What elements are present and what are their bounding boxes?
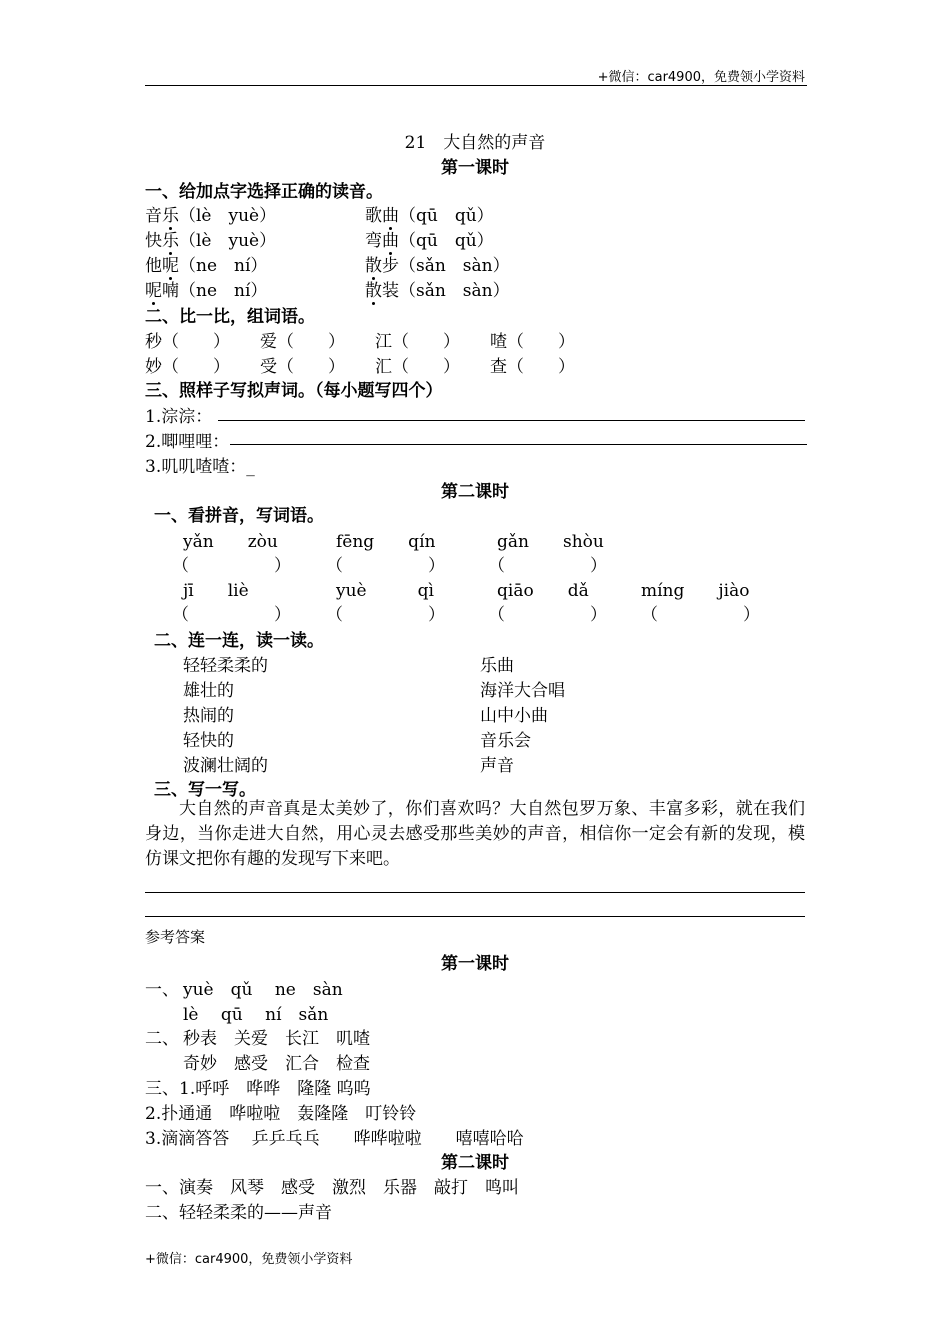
q1-item-right: 歌曲（qū qǔ） — [365, 201, 494, 226]
q3-item-label: 1.淙淙： — [145, 407, 213, 427]
dotted-char: 散 — [365, 276, 382, 301]
q1-item-left: 快乐（lè yuè） — [145, 226, 276, 251]
dotted-char: 散 — [365, 251, 382, 276]
dotted-char: 乐 — [162, 226, 179, 251]
answer-prefix: 一、 — [145, 980, 179, 1000]
lesson2-heading: 第二课时 — [441, 482, 509, 502]
match-right-item[interactable]: 声音 — [480, 756, 514, 776]
dotted-char: 呢 — [162, 251, 179, 276]
answer-paren[interactable]: （ ） — [641, 605, 760, 625]
l1-q3-title: 三、照样子写拟声词。（每小题写四个） — [145, 381, 443, 401]
match-right-item[interactable]: 山中小曲 — [480, 706, 548, 726]
l1-q1-title: 一、给加点字选择正确的读音。 — [145, 182, 383, 202]
answer-paren[interactable]: （ ） — [488, 605, 607, 625]
answers-label: 参考答案 — [145, 928, 206, 946]
q2-cell: 汇（ ） — [375, 357, 460, 377]
dotted-char: 乐 — [162, 201, 179, 226]
match-left-item[interactable]: 雄壮的 — [183, 681, 234, 701]
q2-cell: 爱（ ） — [260, 332, 345, 352]
answer-line-text: 3.滴滴答答 乒乒乓乓 哗哗啦啦 嘻嘻哈哈 — [145, 1129, 524, 1149]
header-rule — [145, 85, 807, 86]
lesson1-heading: 第一课时 — [441, 158, 509, 178]
match-right-item[interactable]: 海洋大合唱 — [480, 681, 565, 701]
q2-cell: 秒（ ） — [145, 332, 230, 352]
q3-item-label: 2.唧哩哩： — [145, 432, 230, 452]
pinyin: jī liè — [183, 581, 249, 601]
writing-line[interactable] — [145, 916, 805, 917]
answer-line-text: 奇妙 感受 汇合 检查 — [183, 1054, 370, 1074]
dotted-char: 曲 — [382, 201, 399, 226]
answer-line-text: 秒表 关爱 长江 叽喳 — [183, 1029, 370, 1049]
answer-line-text: yuè qǔ ne sàn — [183, 980, 343, 1000]
answers-lesson2-heading: 第二课时 — [441, 1153, 509, 1173]
answer-prefix: 二、 — [145, 1029, 179, 1049]
pinyin: yǎn zòu — [183, 532, 278, 552]
header-text: +微信：car4900，免费领小学资料 — [597, 70, 805, 85]
match-left-item[interactable]: 热闹的 — [183, 706, 234, 726]
q1-item-right: 散装（sǎn sàn） — [365, 276, 510, 301]
q2-cell: 喳（ ） — [490, 332, 575, 352]
answer-line-text: 三、1.呼呼 哗哗 隆隆 呜呜 — [145, 1079, 371, 1099]
answer-paren[interactable]: （ ） — [326, 556, 445, 576]
match-left-item[interactable]: 轻轻柔柔的 — [183, 656, 268, 676]
answer-line-text: lè qū ní sǎn — [183, 1005, 329, 1025]
l1-q2-title: 二、比一比，组词语。 — [145, 307, 315, 327]
q2-cell: 查（ ） — [490, 357, 575, 377]
match-left-item[interactable]: 波澜壮阔的 — [183, 756, 268, 776]
page-title: 21 大自然的声音 — [404, 133, 546, 153]
match-right-item[interactable]: 音乐会 — [480, 731, 531, 751]
q1-item-right: 弯曲（qū qǔ） — [365, 226, 494, 251]
pinyin: yuè qì — [336, 581, 434, 601]
pinyin: qiāo dǎ — [497, 581, 589, 601]
answer-line[interactable] — [230, 444, 807, 445]
q1-item-left: 他呢（ne ní） — [145, 251, 267, 276]
pinyin: fēng qín — [336, 532, 436, 552]
answer-line-text: 2.扑通通 哗啦啦 轰隆隆 叮铃铃 — [145, 1104, 417, 1124]
q2-cell: 受（ ） — [260, 357, 345, 377]
l2-q1-title: 一、看拼音，写词语。 — [154, 506, 324, 526]
pinyin: gǎn shòu — [497, 532, 604, 552]
answer-paren[interactable]: （ ） — [488, 556, 607, 576]
answer-paren[interactable]: （ ） — [326, 605, 445, 625]
q2-cell: 江（ ） — [375, 332, 460, 352]
q1-item-left: 音乐（lè yuè） — [145, 201, 276, 226]
q2-cell: 妙（ ） — [145, 357, 230, 377]
answer-line-text: 二、轻轻柔柔的——声音 — [145, 1203, 332, 1223]
answer-paren[interactable]: （ ） — [172, 605, 291, 625]
dotted-char: 呢 — [145, 276, 162, 301]
q1-item-right: 散步（sǎn sàn） — [365, 251, 510, 276]
match-right-item[interactable]: 乐曲 — [480, 656, 514, 676]
dotted-char: 曲 — [382, 226, 399, 251]
q1-item-left: 呢喃（ne ní） — [145, 276, 267, 301]
answer-line[interactable] — [218, 420, 805, 421]
q3-item-label: 3.叽叽喳喳：_ — [145, 457, 255, 477]
answers-lesson1-heading: 第一课时 — [441, 954, 509, 974]
answer-paren[interactable]: （ ） — [172, 556, 291, 576]
l2-q3-title: 三、写一写。 — [154, 780, 256, 800]
answer-line-text: 一、演奏 风琴 感受 激烈 乐器 敲打 鸣叫 — [145, 1178, 519, 1198]
pinyin: míng jiào — [641, 581, 750, 601]
footer-text: +微信：car4900，免费领小学资料 — [145, 1252, 353, 1267]
writing-prompt: 大自然的声音真是太美妙了，你们喜欢吗？大自然包罗万象、丰富多彩，就在我们身边，当你走进大自然，用心灵去感受那些美妙的声音，相信你一定会有新的发现，模仿课文把你有趣的发现写下来吧。 — [145, 799, 805, 869]
writing-line[interactable] — [145, 892, 805, 893]
l2-q2-title: 二、连一连，读一读。 — [154, 631, 324, 651]
match-left-item[interactable]: 轻快的 — [183, 731, 234, 751]
